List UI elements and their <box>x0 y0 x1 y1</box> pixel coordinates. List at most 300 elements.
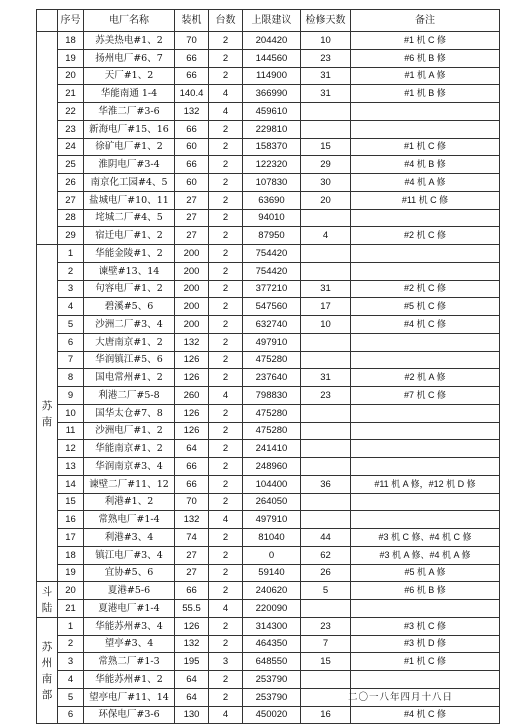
upper-limit-cell: 229810 <box>243 120 301 138</box>
capacity-cell: 55.5 <box>175 600 209 618</box>
row-number-cell: 27 <box>58 191 84 209</box>
plant-name-cell: 句容电厂#1、2 <box>84 280 175 298</box>
table-row <box>37 280 500 298</box>
capacity-cell: 126 <box>175 422 209 440</box>
unit-count-cell: 2 <box>209 174 243 192</box>
maintenance-days-cell <box>301 458 351 476</box>
table-row <box>37 156 500 174</box>
upper-limit-cell: 0 <box>243 546 301 564</box>
row-number-cell: 22 <box>58 103 84 121</box>
row-number-cell: 20 <box>58 67 84 85</box>
unit-count-cell: 2 <box>209 440 243 458</box>
unit-count-cell: 2 <box>209 245 243 263</box>
plant-name-cell: 垞城二厂#4、5 <box>84 209 175 227</box>
remark-cell: #2 机 A 修 <box>351 369 500 387</box>
row-number-cell: 6 <box>58 706 84 724</box>
unit-count-cell: 2 <box>209 120 243 138</box>
unit-count-cell: 4 <box>209 85 243 103</box>
capacity-cell: 27 <box>175 209 209 227</box>
capacity-cell: 60 <box>175 174 209 192</box>
remark-cell: #4 机 C 修 <box>351 316 500 334</box>
maintenance-days-cell <box>301 511 351 529</box>
upper-limit-cell: 754420 <box>243 262 301 280</box>
plant-name-cell: 常熟二厂#1-3 <box>84 653 175 671</box>
region-cell <box>37 582 58 618</box>
maintenance-days-cell: 26 <box>301 564 351 582</box>
remark-cell: #1 机 C 修 <box>351 138 500 156</box>
unit-count-cell: 2 <box>209 529 243 547</box>
capacity-cell: 66 <box>175 582 209 600</box>
upper-limit-cell: 237640 <box>243 369 301 387</box>
remark-cell: #1 机 A 修 <box>351 67 500 85</box>
maintenance-days-cell <box>301 671 351 689</box>
table-row <box>37 245 500 263</box>
table-row <box>37 333 500 351</box>
capacity-cell: 126 <box>175 617 209 635</box>
row-number-cell: 25 <box>58 156 84 174</box>
region-label: 斗 陆 <box>41 586 53 614</box>
remark-cell: #2 机 C 修 <box>351 280 500 298</box>
upper-limit-cell: 81040 <box>243 529 301 547</box>
header-cell: 检修天数 <box>301 10 351 32</box>
remark-cell: #11 机 A 修，#12 机 D 修 <box>351 475 500 493</box>
maintenance-days-cell <box>301 688 351 706</box>
upper-limit-cell: 248960 <box>243 458 301 476</box>
table-row <box>37 138 500 156</box>
capacity-cell: 130 <box>175 706 209 724</box>
plant-name-cell: 利港二厂#5-8 <box>84 387 175 405</box>
upper-limit-cell: 114900 <box>243 67 301 85</box>
remark-cell: #4 机 C 修 <box>351 706 500 724</box>
unit-count-cell: 2 <box>209 262 243 280</box>
capacity-cell: 66 <box>175 156 209 174</box>
remark-cell <box>351 209 500 227</box>
remark-cell: #1 机 C 修 <box>351 653 500 671</box>
remark-cell: #4 机 B 修 <box>351 156 500 174</box>
table-row <box>37 635 500 653</box>
upper-limit-cell: 497910 <box>243 333 301 351</box>
capacity-cell: 126 <box>175 351 209 369</box>
table-row <box>37 120 500 138</box>
maintenance-days-cell <box>301 404 351 422</box>
upper-limit-cell: 122320 <box>243 156 301 174</box>
header-cell: 上限建议 <box>243 10 301 32</box>
unit-count-cell: 2 <box>209 333 243 351</box>
plant-name-cell: 盐城电厂#10、11 <box>84 191 175 209</box>
table-row <box>37 529 500 547</box>
maintenance-days-cell <box>301 103 351 121</box>
upper-limit-cell: 475280 <box>243 422 301 440</box>
plant-name-cell: 沙洲电厂#1、2 <box>84 422 175 440</box>
capacity-cell: 66 <box>175 458 209 476</box>
capacity-cell: 200 <box>175 262 209 280</box>
plant-name-cell: 夏港电厂#1-4 <box>84 600 175 618</box>
capacity-cell: 200 <box>175 280 209 298</box>
region-cell <box>37 32 58 245</box>
table-row <box>37 298 500 316</box>
row-number-cell: 17 <box>58 529 84 547</box>
table-row <box>37 600 500 618</box>
maintenance-days-cell <box>301 493 351 511</box>
upper-limit-cell: 158370 <box>243 138 301 156</box>
capacity-cell: 260 <box>175 387 209 405</box>
row-number-cell: 9 <box>58 387 84 405</box>
row-number-cell: 19 <box>58 49 84 67</box>
footer-date: 二〇一八年四月十八日 <box>347 692 453 703</box>
row-number-cell: 21 <box>58 85 84 103</box>
plant-name-cell: 南京化工园#4、5 <box>84 174 175 192</box>
capacity-cell: 200 <box>175 316 209 334</box>
row-number-cell: 3 <box>58 653 84 671</box>
remark-cell <box>351 600 500 618</box>
maintenance-days-cell: 7 <box>301 635 351 653</box>
unit-count-cell: 3 <box>209 653 243 671</box>
row-number-cell: 14 <box>58 475 84 493</box>
upper-limit-cell: 264050 <box>243 493 301 511</box>
upper-limit-cell: 497910 <box>243 511 301 529</box>
plant-name-cell: 国华太仓#7、8 <box>84 404 175 422</box>
maintenance-days-cell <box>301 333 351 351</box>
capacity-cell: 27 <box>175 191 209 209</box>
remark-cell <box>351 404 500 422</box>
maintenance-days-cell: 15 <box>301 653 351 671</box>
unit-count-cell: 2 <box>209 493 243 511</box>
unit-count-cell: 2 <box>209 564 243 582</box>
maintenance-days-cell: 23 <box>301 49 351 67</box>
upper-limit-cell: 204420 <box>243 32 301 50</box>
table-row <box>37 653 500 671</box>
maintenance-days-cell <box>301 209 351 227</box>
upper-limit-cell: 87950 <box>243 227 301 245</box>
capacity-cell: 195 <box>175 653 209 671</box>
header-cell: 电厂名称 <box>84 10 175 32</box>
plant-name-cell: 华能苏州#3、4 <box>84 617 175 635</box>
unit-count-cell: 2 <box>209 404 243 422</box>
row-number-cell: 26 <box>58 174 84 192</box>
unit-count-cell: 2 <box>209 191 243 209</box>
plant-name-cell: 淮阴电厂#3-4 <box>84 156 175 174</box>
remark-cell: #3 机 D 修 <box>351 635 500 653</box>
row-number-cell: 5 <box>58 688 84 706</box>
upper-limit-cell: 241410 <box>243 440 301 458</box>
row-number-cell: 18 <box>58 546 84 564</box>
row-number-cell: 10 <box>58 404 84 422</box>
upper-limit-cell: 632740 <box>243 316 301 334</box>
table-row <box>37 546 500 564</box>
remark-cell: #6 机 B 修 <box>351 582 500 600</box>
capacity-cell: 74 <box>175 529 209 547</box>
table-row <box>37 369 500 387</box>
row-number-cell: 28 <box>58 209 84 227</box>
maintenance-days-cell <box>301 440 351 458</box>
row-number-cell: 15 <box>58 493 84 511</box>
plant-name-cell: 谏壁二厂#11、12 <box>84 475 175 493</box>
remark-cell <box>351 671 500 689</box>
table-row <box>37 32 500 50</box>
table-row <box>37 67 500 85</box>
unit-count-cell: 2 <box>209 298 243 316</box>
upper-limit-cell: 475280 <box>243 404 301 422</box>
maintenance-days-cell: 23 <box>301 387 351 405</box>
header-region <box>37 10 58 32</box>
table-row <box>37 564 500 582</box>
capacity-cell: 132 <box>175 333 209 351</box>
capacity-cell: 132 <box>175 511 209 529</box>
maintenance-days-cell: 23 <box>301 617 351 635</box>
upper-limit-cell: 104400 <box>243 475 301 493</box>
remark-cell: #5 机 C 修 <box>351 298 500 316</box>
unit-count-cell: 4 <box>209 387 243 405</box>
remark-cell: #3 机 C 修 <box>351 617 500 635</box>
maintenance-days-cell: 44 <box>301 529 351 547</box>
remark-cell: #2 机 C 修 <box>351 227 500 245</box>
remark-cell: #7 机 C 修 <box>351 387 500 405</box>
plant-name-cell: 谏壁#13、14 <box>84 262 175 280</box>
plant-name-cell: 望亭电厂#11、14 <box>84 688 175 706</box>
table-row <box>37 671 500 689</box>
table-row <box>37 316 500 334</box>
row-number-cell: 3 <box>58 280 84 298</box>
remark-cell <box>351 440 500 458</box>
plant-name-cell: 常熟电厂#1-4 <box>84 511 175 529</box>
remark-cell <box>351 245 500 263</box>
plant-name-cell: 夏港#5-6 <box>84 582 175 600</box>
unit-count-cell: 2 <box>209 617 243 635</box>
upper-limit-cell: 798830 <box>243 387 301 405</box>
unit-count-cell: 2 <box>209 635 243 653</box>
remark-cell: #5 机 A 修 <box>351 564 500 582</box>
table-row <box>37 493 500 511</box>
maintenance-days-cell: 62 <box>301 546 351 564</box>
unit-count-cell: 2 <box>209 671 243 689</box>
maintenance-days-cell <box>301 422 351 440</box>
remark-cell <box>351 262 500 280</box>
capacity-cell: 200 <box>175 298 209 316</box>
table-row <box>37 404 500 422</box>
maintenance-days-cell: 5 <box>301 582 351 600</box>
capacity-cell: 64 <box>175 671 209 689</box>
table-row <box>37 706 500 724</box>
maintenance-days-cell: 10 <box>301 316 351 334</box>
capacity-cell: 64 <box>175 688 209 706</box>
header-cell: 序号 <box>58 10 84 32</box>
unit-count-cell: 2 <box>209 316 243 334</box>
table-row <box>37 458 500 476</box>
plant-name-cell: 沙洲二厂#3、4 <box>84 316 175 334</box>
plant-name-cell: 华能苏州#1、2 <box>84 671 175 689</box>
plant-name-cell: 大唐南京#1、2 <box>84 333 175 351</box>
plant-name-cell: 碧溪#5、6 <box>84 298 175 316</box>
table-row <box>37 511 500 529</box>
row-number-cell: 29 <box>58 227 84 245</box>
maintenance-days-cell: 20 <box>301 191 351 209</box>
plant-name-cell: 宿迁电厂#1、2 <box>84 227 175 245</box>
remark-cell: #1 机 C 修 <box>351 32 500 50</box>
table-row <box>37 475 500 493</box>
row-number-cell: 2 <box>58 635 84 653</box>
row-number-cell: 24 <box>58 138 84 156</box>
maintenance-schedule-sheet <box>36 9 499 724</box>
row-number-cell: 4 <box>58 298 84 316</box>
row-number-cell: 11 <box>58 422 84 440</box>
unit-count-cell: 2 <box>209 458 243 476</box>
plant-name-cell: 华润南京#3、4 <box>84 458 175 476</box>
table-row <box>37 85 500 103</box>
upper-limit-cell: 253790 <box>243 671 301 689</box>
maintenance-days-cell: 31 <box>301 369 351 387</box>
upper-limit-cell: 648550 <box>243 653 301 671</box>
capacity-cell: 66 <box>175 67 209 85</box>
capacity-cell: 27 <box>175 227 209 245</box>
region-label: 苏 南 <box>41 399 53 428</box>
table-body <box>37 32 500 724</box>
upper-limit-cell: 475280 <box>243 351 301 369</box>
table-row <box>37 582 500 600</box>
plant-name-cell: 华能南京#1、2 <box>84 440 175 458</box>
row-number-cell: 8 <box>58 369 84 387</box>
capacity-cell: 60 <box>175 138 209 156</box>
unit-count-cell: 2 <box>209 49 243 67</box>
unit-count-cell: 2 <box>209 546 243 564</box>
remark-cell <box>351 120 500 138</box>
region-cell <box>37 617 58 724</box>
table-row <box>37 103 500 121</box>
table-row <box>37 227 500 245</box>
upper-limit-cell: 459610 <box>243 103 301 121</box>
capacity-cell: 66 <box>175 475 209 493</box>
unit-count-cell: 2 <box>209 32 243 50</box>
unit-count-cell: 2 <box>209 280 243 298</box>
row-number-cell: 16 <box>58 511 84 529</box>
upper-limit-cell: 547560 <box>243 298 301 316</box>
table-row <box>37 440 500 458</box>
row-number-cell: 21 <box>58 600 84 618</box>
unit-count-cell: 2 <box>209 156 243 174</box>
upper-limit-cell: 220090 <box>243 600 301 618</box>
unit-count-cell: 4 <box>209 706 243 724</box>
upper-limit-cell: 107830 <box>243 174 301 192</box>
header-cell: 台数 <box>209 10 243 32</box>
row-number-cell: 18 <box>58 32 84 50</box>
plant-name-cell: 华淮二厂#3-6 <box>84 103 175 121</box>
maintenance-days-cell: 36 <box>301 475 351 493</box>
table-row <box>37 49 500 67</box>
row-number-cell: 2 <box>58 262 84 280</box>
capacity-cell: 70 <box>175 493 209 511</box>
unit-count-cell: 2 <box>209 227 243 245</box>
row-number-cell: 1 <box>58 245 84 263</box>
upper-limit-cell: 144560 <box>243 49 301 67</box>
maintenance-days-cell: 30 <box>301 174 351 192</box>
remark-cell <box>351 103 500 121</box>
table-row <box>37 351 500 369</box>
row-number-cell: 12 <box>58 440 84 458</box>
remark-cell: #11 机 C 修 <box>351 191 500 209</box>
upper-limit-cell: 754420 <box>243 245 301 263</box>
remark-cell: #1 机 B 修 <box>351 85 500 103</box>
header-row <box>37 10 500 32</box>
maintenance-days-cell <box>301 600 351 618</box>
upper-limit-cell: 450020 <box>243 706 301 724</box>
remark-cell <box>351 493 500 511</box>
capacity-cell: 70 <box>175 32 209 50</box>
table-row <box>37 617 500 635</box>
table-row <box>37 174 500 192</box>
maintenance-days-cell: 31 <box>301 280 351 298</box>
plant-name-cell: 苏美热电#1、2 <box>84 32 175 50</box>
unit-count-cell: 4 <box>209 600 243 618</box>
upper-limit-cell: 94010 <box>243 209 301 227</box>
region-cell <box>37 245 58 582</box>
header-cell: 装机 <box>175 10 209 32</box>
table-row <box>37 262 500 280</box>
plant-name-cell: 镇江电厂#3、4 <box>84 546 175 564</box>
upper-limit-cell: 464350 <box>243 635 301 653</box>
maintenance-days-cell <box>301 120 351 138</box>
plant-name-cell: 环保电厂#3-6 <box>84 706 175 724</box>
row-number-cell: 20 <box>58 582 84 600</box>
maintenance-days-cell: 16 <box>301 706 351 724</box>
maintenance-days-cell: 29 <box>301 156 351 174</box>
remark-cell <box>351 351 500 369</box>
capacity-cell: 140.4 <box>175 85 209 103</box>
remark-cell: #3 机 C 修、#4 机 C 修 <box>351 529 500 547</box>
upper-limit-cell: 253790 <box>243 688 301 706</box>
maintenance-days-cell: 31 <box>301 85 351 103</box>
row-number-cell: 1 <box>58 617 84 635</box>
unit-count-cell: 2 <box>209 138 243 156</box>
capacity-cell: 132 <box>175 635 209 653</box>
capacity-cell: 64 <box>175 440 209 458</box>
plant-name-cell: 国电常州#1、2 <box>84 369 175 387</box>
remark-cell: #4 机 A 修 <box>351 174 500 192</box>
table-row <box>37 422 500 440</box>
table-row <box>37 209 500 227</box>
row-number-cell: 7 <box>58 351 84 369</box>
header-cell: 备注 <box>351 10 500 32</box>
row-number-cell: 23 <box>58 120 84 138</box>
unit-count-cell: 4 <box>209 511 243 529</box>
capacity-cell: 126 <box>175 369 209 387</box>
plant-name-cell: 宜协#5、6 <box>84 564 175 582</box>
upper-limit-cell: 377210 <box>243 280 301 298</box>
table-row <box>37 191 500 209</box>
unit-count-cell: 2 <box>209 209 243 227</box>
row-number-cell: 4 <box>58 671 84 689</box>
unit-count-cell: 2 <box>209 422 243 440</box>
upper-limit-cell: 63690 <box>243 191 301 209</box>
remark-cell: #3 机 A 修、#4 机 A 修 <box>351 546 500 564</box>
upper-limit-cell: 240620 <box>243 582 301 600</box>
unit-count-cell: 2 <box>209 369 243 387</box>
maintenance-days-cell <box>301 262 351 280</box>
power-plant-table <box>36 9 500 724</box>
remark-cell <box>351 422 500 440</box>
plant-name-cell: 望亭#3、4 <box>84 635 175 653</box>
plant-name-cell: 华能金陵#1、2 <box>84 245 175 263</box>
capacity-cell: 66 <box>175 49 209 67</box>
unit-count-cell: 2 <box>209 582 243 600</box>
maintenance-days-cell: 15 <box>301 138 351 156</box>
capacity-cell: 27 <box>175 546 209 564</box>
upper-limit-cell: 366990 <box>243 85 301 103</box>
plant-name-cell: 新海电厂#15、16 <box>84 120 175 138</box>
maintenance-days-cell <box>301 245 351 263</box>
upper-limit-cell: 59140 <box>243 564 301 582</box>
plant-name-cell: 扬州电厂#6、7 <box>84 49 175 67</box>
row-number-cell: 5 <box>58 316 84 334</box>
plant-name-cell: 华润镇江#5、6 <box>84 351 175 369</box>
